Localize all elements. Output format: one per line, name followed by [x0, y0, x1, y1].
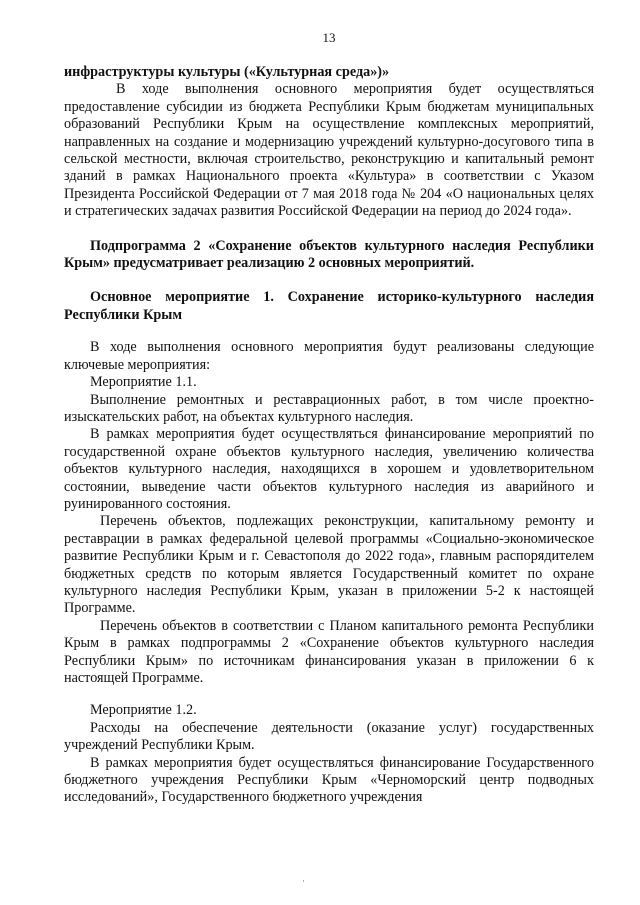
paragraph-financing: В рамках мероприятия будет осуществляться финансирование мероприятий по государственной охране объектов культурного наследия, увеличению количества объектов культурного наследия, находящихся в хорошем и удовлетворительном состоянии, выведение части объектов культурного наследия из аварийного и руинированного состояния.: [64, 426, 594, 512]
paragraph-repair-works: Выполнение ремонтных и реставрационных работ, в том числе проектно-изыскательских работ, на объектах культурного наследия.: [64, 391, 594, 425]
paragraph-expenses: Расходы на обеспечение деятельности (оказание услуг) государственных учреждений Республики Крым.: [64, 719, 594, 754]
paragraph-object-list-capital-repair: Перечень объектов в соответствии с Планом капитального ремонта Республики Крым в рамках подпрограммы 2 «Сохранение объектов культурного наследия Республики Крым» по источникам финансирования указан в приложении 6 к настоящей Программе.: [64, 617, 594, 686]
scan-speck: ·: [302, 876, 305, 886]
paragraph-institutions-financing: В рамках мероприятия будет осуществляться финансирование Государственного бюджетного учреждения Республики Крым «Черноморский центр подводных исследований», Государственного бюджетного учреждения: [64, 754, 594, 806]
section-heading-continuation: инфраструктуры культуры («Культурная среда»)»: [64, 64, 390, 80]
paragraph-object-list-federal: Перечень объектов, подлежащих реконструкции, капитальному ремонту и реставрации в рамках федеральной целевой программы «Социально-экономическое развитие Республики Крым и г. Севастополя до 2022 года», главным распорядителем бюджетных средств по которым является Государственный комитет по охране культурного наследия Республики Крым, указан в приложении 5-2 к настоящей Программе.: [64, 513, 594, 617]
subprogram-2-heading: Подпрограмма 2 «Сохранение объектов культурного наследия Республики Крым» предусматривает реализацию 2 основных мероприятий.: [64, 237, 594, 272]
activity-1-2-label: Мероприятие 1.2.: [90, 702, 197, 719]
main-activity-1-heading: Основное мероприятие 1. Сохранение историко-культурного наследия Республики Крым: [64, 289, 594, 323]
paragraph-key-activities: В ходе выполнения основного мероприятия будут реализованы следующие ключевые мероприятия:: [64, 339, 594, 373]
paragraph-subsidy: В ходе выполнения основного мероприятия будет осуществляться предоставление субсидии из бюджета Республики Крым бюджетам муниципальных образований Республики Крым на осуществление комплексных мероприятий, направленных на создание и модернизацию учреждений культурно-досугового типа в сельской местности, включая строительство, реконструкцию и капитальный ремонт зданий в рамках Национального проекта «Культура» в соответствии с Указом Президента Российской Федерации от 7 мая 2018 года № 204 «О национальных целях и стратегических задачах развития Российской Федерации на период до 2024 года».: [64, 81, 594, 220]
document-page: [64, 30, 594, 807]
page-number: 13: [322, 30, 336, 45]
activity-1-1-label: Мероприятие 1.1.: [90, 374, 197, 391]
